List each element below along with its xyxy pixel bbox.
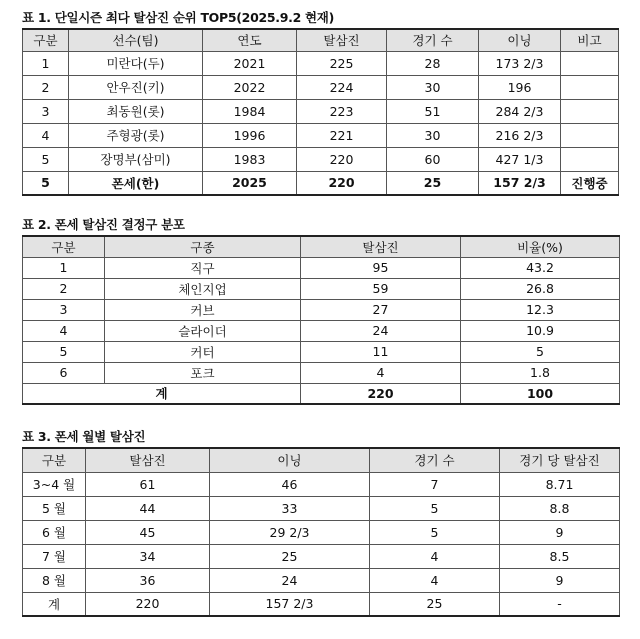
table-cell: 33: [210, 496, 370, 520]
table-cell: 59: [301, 278, 461, 299]
header-cell: 이닝: [479, 29, 561, 51]
table2-caption: 표 2. 폰세 탈삼진 결정구 분포: [22, 217, 185, 232]
table-row-highlight: [23, 171, 619, 195]
table-cell: 3: [23, 299, 105, 320]
table-cell: 157 2/3: [479, 171, 561, 195]
header-cell: 구종: [105, 236, 301, 257]
table-cell: 장명부(삼미): [69, 147, 203, 171]
table-cell: 최동원(롯): [69, 99, 203, 123]
table-cell: 슬라이더: [105, 320, 301, 341]
table-cell: 29 2/3: [210, 520, 370, 544]
header-cell: 구분: [23, 236, 105, 257]
table-cell: 5 월: [23, 496, 86, 520]
header-cell: 비율(%): [461, 236, 620, 257]
table-cell: 7: [370, 472, 500, 496]
table-cell: 계: [23, 592, 86, 616]
table-cell: 6: [23, 362, 105, 383]
table-cell: 24: [301, 320, 461, 341]
table-cell: 7 월: [23, 544, 86, 568]
table1-caption: 표 1. 단일시즌 최다 탈삼진 순위 TOP5(2025.9.2 현재): [22, 10, 334, 25]
table-cell: [561, 75, 619, 99]
table-row: [23, 472, 620, 496]
table-cell: 2021: [203, 51, 297, 75]
table-cell: 220: [297, 171, 387, 195]
table-cell: 주형광(롯): [69, 123, 203, 147]
table-cell: 61: [86, 472, 210, 496]
table-cell: 30: [387, 75, 479, 99]
table-cell: 1.8: [461, 362, 620, 383]
table-row: [23, 99, 619, 123]
table-cell: 5: [23, 147, 69, 171]
table-cell: -: [500, 592, 620, 616]
table-cell: 2: [23, 75, 69, 99]
table-cell: 173 2/3: [479, 51, 561, 75]
table-cell: 24: [210, 568, 370, 592]
table-cell: 6 월: [23, 520, 86, 544]
total-ratio: 100: [461, 383, 620, 404]
table-cell: [561, 147, 619, 171]
table-cell: 30: [387, 123, 479, 147]
table-row: [23, 362, 620, 383]
table-cell: 9: [500, 568, 620, 592]
table-cell: 51: [387, 99, 479, 123]
table-cell: 커터: [105, 341, 301, 362]
table-cell: [561, 99, 619, 123]
header-cell: 탈삼진: [297, 29, 387, 51]
header-cell: 경기 당 탈삼진: [500, 448, 620, 472]
table-cell: 34: [86, 544, 210, 568]
pitch-distribution-table: [22, 235, 620, 405]
table-cell: 4: [23, 320, 105, 341]
table-row: [23, 496, 620, 520]
table-cell: 36: [86, 568, 210, 592]
table-cell: 95: [301, 257, 461, 278]
table-cell: 224: [297, 75, 387, 99]
table-row: [23, 341, 620, 362]
table-row: [23, 544, 620, 568]
table-cell: 3: [23, 99, 69, 123]
table-cell: 8 월: [23, 568, 86, 592]
table-cell: 4: [370, 544, 500, 568]
total-row: [23, 592, 620, 616]
table-cell: 1996: [203, 123, 297, 147]
table-row: [23, 520, 620, 544]
table-cell: 체인지업: [105, 278, 301, 299]
table-cell: 26.8: [461, 278, 620, 299]
table-cell: 43.2: [461, 257, 620, 278]
table-cell: 60: [387, 147, 479, 171]
monthly-strikeout-table: [22, 447, 620, 617]
table-cell: 284 2/3: [479, 99, 561, 123]
table-cell: 포크: [105, 362, 301, 383]
table-cell: 28: [387, 51, 479, 75]
table-cell: 5: [461, 341, 620, 362]
table-cell: 안우진(키): [69, 75, 203, 99]
table-cell: 4: [301, 362, 461, 383]
table-cell: 미란다(두): [69, 51, 203, 75]
table-cell: 2025: [203, 171, 297, 195]
table-cell: 진행중: [561, 171, 619, 195]
table-cell: 25: [387, 171, 479, 195]
table-cell: 8.71: [500, 472, 620, 496]
header-cell: 경기 수: [387, 29, 479, 51]
table-cell: 25: [210, 544, 370, 568]
table-cell: 216 2/3: [479, 123, 561, 147]
table-cell: 8.8: [500, 496, 620, 520]
table-row: [23, 568, 620, 592]
table-header-row: [23, 29, 619, 51]
table-row: [23, 123, 619, 147]
table-cell: 11: [301, 341, 461, 362]
table-cell: 221: [297, 123, 387, 147]
table-row: [23, 320, 620, 341]
table-cell: 8.5: [500, 544, 620, 568]
table-row: [23, 147, 619, 171]
header-cell: 구분: [23, 448, 86, 472]
table-header-row: [23, 236, 620, 257]
table-cell: 1: [23, 51, 69, 75]
table-header-row: [23, 448, 620, 472]
header-cell: 비고: [561, 29, 619, 51]
table-cell: 220: [86, 592, 210, 616]
header-cell: 이닝: [210, 448, 370, 472]
table-cell: 3~4 월: [23, 472, 86, 496]
table-cell: 5: [23, 341, 105, 362]
header-cell: 연도: [203, 29, 297, 51]
table-cell: 5: [23, 171, 69, 195]
header-cell: 구분: [23, 29, 69, 51]
table-cell: 9: [500, 520, 620, 544]
table-row: [23, 75, 619, 99]
top5-strikeout-table: [22, 28, 619, 196]
header-cell: 탈삼진: [301, 236, 461, 257]
table-cell: 2022: [203, 75, 297, 99]
table-cell: 4: [23, 123, 69, 147]
table-cell: 4: [370, 568, 500, 592]
table-cell: 1984: [203, 99, 297, 123]
table-cell: 직구: [105, 257, 301, 278]
table-row: [23, 278, 620, 299]
total-label: 계: [23, 383, 301, 404]
table-cell: 220: [297, 147, 387, 171]
table-row: [23, 299, 620, 320]
table-cell: 27: [301, 299, 461, 320]
header-cell: 선수(팀): [69, 29, 203, 51]
table-cell: 45: [86, 520, 210, 544]
table-cell: 25: [370, 592, 500, 616]
header-cell: 탈삼진: [86, 448, 210, 472]
table-cell: 커브: [105, 299, 301, 320]
table-cell: 223: [297, 99, 387, 123]
table-cell: 46: [210, 472, 370, 496]
header-cell: 경기 수: [370, 448, 500, 472]
table-cell: 5: [370, 520, 500, 544]
total-row: [23, 383, 620, 404]
table-cell: 196: [479, 75, 561, 99]
table-cell: 폰세(한): [69, 171, 203, 195]
table-cell: 157 2/3: [210, 592, 370, 616]
table-cell: 5: [370, 496, 500, 520]
total-strikeouts: 220: [301, 383, 461, 404]
table3-caption: 표 3. 폰세 월별 탈삼진: [22, 429, 146, 444]
table-cell: 2: [23, 278, 105, 299]
table-cell: 1983: [203, 147, 297, 171]
table-row: [23, 257, 620, 278]
table-cell: 1: [23, 257, 105, 278]
table-cell: 225: [297, 51, 387, 75]
table-row: [23, 51, 619, 75]
table-cell: [561, 51, 619, 75]
table-cell: 12.3: [461, 299, 620, 320]
table-cell: 427 1/3: [479, 147, 561, 171]
table-cell: 10.9: [461, 320, 620, 341]
table-cell: 44: [86, 496, 210, 520]
table-cell: [561, 123, 619, 147]
